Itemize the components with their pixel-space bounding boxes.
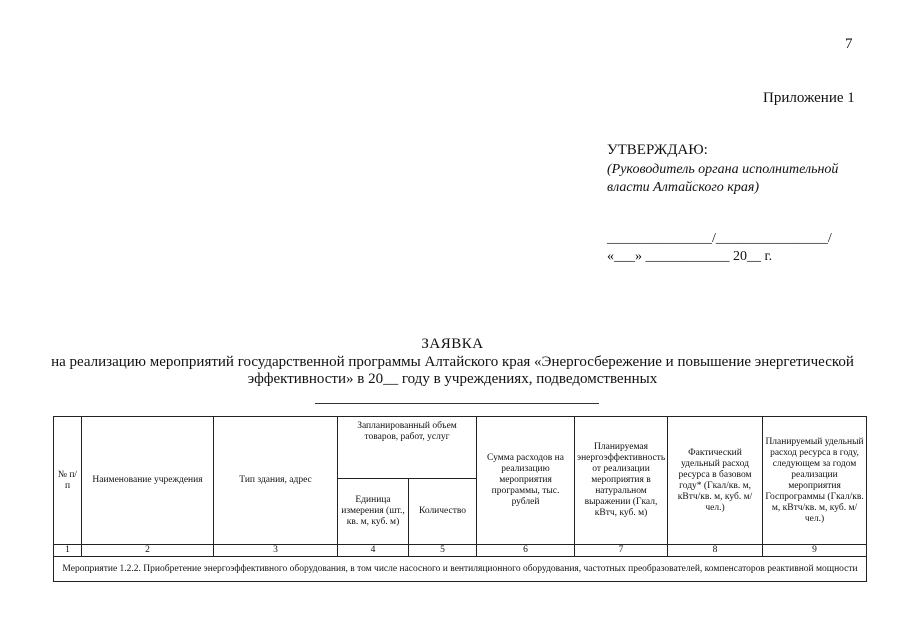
request-table xyxy=(53,416,867,582)
signature-line: _______________/________________/ xyxy=(607,231,832,246)
column-number: 2 xyxy=(82,545,214,557)
header-quantity: Количество xyxy=(409,479,477,545)
approval-title: УТВЕРЖДАЮ: xyxy=(607,142,708,158)
header-num: № п/п xyxy=(54,417,82,545)
header-building-type: Тип здания, адрес xyxy=(214,417,338,545)
column-number: 6 xyxy=(477,545,575,557)
column-number: 1 xyxy=(54,545,82,557)
header-unit: Единица измерения (шт., кв. м, куб. м) xyxy=(338,479,409,545)
appendix-label: Приложение 1 xyxy=(763,90,855,106)
column-number: 7 xyxy=(575,545,668,557)
document-subtitle: на реализацию мероприятий государственной программы Алтайского края «Энергосбережение и повышение энергетической эффективности» в 20__ году в учреждениях, подведомственных xyxy=(51,354,854,387)
column-number: 4 xyxy=(338,545,409,557)
page-number: 7 xyxy=(845,36,853,52)
header-actual-consumption: Фактический удельный расход ресурса в базовом году* (Гкал/кв. м, кВтч/кв. м, куб. м/ чел.) xyxy=(668,417,763,545)
header-expenses: Сумма расходов на реализацию мероприятия программы, тыс. рублей xyxy=(477,417,575,545)
approval-subtitle: (Руководитель органа исполнительной власти Алтайского края) xyxy=(607,162,839,195)
column-number: 8 xyxy=(668,545,763,557)
header-institution-name: Наименование учреждения xyxy=(82,417,214,545)
header-planned-volume: Запланированный объем товаров, работ, услуг xyxy=(338,417,477,479)
column-number: 9 xyxy=(763,545,867,557)
header-planned-effect: Планируемая энергоэффективность от реализации мероприятия в натуральном выражении (Гкал, кВтч, куб. м) xyxy=(575,417,668,545)
date-line: «___» ____________ 20__ г. xyxy=(607,249,773,264)
column-number: 5 xyxy=(409,545,477,557)
column-number: 3 xyxy=(214,545,338,557)
document-title: ЗАЯВКА xyxy=(421,336,484,352)
event-row: Мероприятие 1.2.2. Приобретение энергоэффективного оборудования, в том числе насосного и вентиляционного оборудования, частотных преобразователей, компенсаторов реактивной мощности xyxy=(54,557,867,582)
blank-underline xyxy=(315,403,599,404)
header-planned-consumption: Планируемый удельный расход ресурса в году, следующем за годом реализации мероприятия Госпрограммы (Гкал/кв. м, кВтч/кв. м, куб. м/ чел.) xyxy=(763,417,867,545)
